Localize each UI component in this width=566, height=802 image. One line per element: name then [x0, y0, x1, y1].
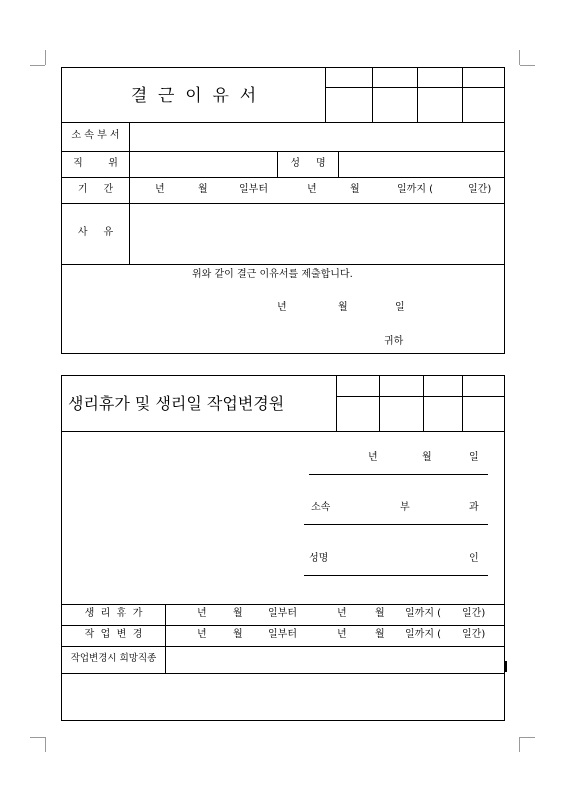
leave-to: 일까지 ( — [405, 608, 442, 619]
period-from: 일부터 — [239, 184, 268, 195]
period-days: 일간) — [468, 184, 492, 195]
change-days: 일간) — [462, 629, 486, 640]
crop-mark — [30, 65, 45, 66]
name-field[interactable] — [340, 153, 503, 176]
seal-mark: 인 — [469, 553, 479, 564]
leave-year1: 년 — [197, 608, 207, 619]
signature-field[interactable] — [332, 549, 464, 571]
date-month: 월 — [338, 302, 348, 313]
approval-grid — [325, 67, 326, 122]
notes-field[interactable] — [63, 675, 503, 719]
affiliation-label: 소속 — [311, 502, 331, 513]
leave-label: 생 리 휴 가 — [84, 608, 143, 619]
desired-job-label: 작업변경시 희망직종 — [70, 653, 157, 664]
period-year2: 년 — [307, 184, 317, 195]
approval-grid — [336, 375, 337, 431]
dept-field[interactable] — [131, 124, 503, 150]
date-day: 일 — [395, 302, 405, 313]
affiliation-gwa: 과 — [469, 502, 479, 513]
date-year: 년 — [277, 302, 287, 313]
desired-job-field[interactable] — [167, 648, 503, 672]
period-month1: 월 — [198, 184, 208, 195]
period-to: 일까지 ( — [397, 184, 434, 195]
crop-mark — [519, 50, 520, 65]
form2-title: 생리휴가 및 생리일 작업변경원 — [68, 394, 285, 413]
crop-mark — [45, 737, 46, 752]
crop-mark — [45, 50, 46, 65]
affiliation-bu: 부 — [400, 502, 410, 513]
change-month2: 월 — [375, 629, 385, 640]
form1-title: 결 근 이 유 서 — [130, 86, 257, 106]
change-year2: 년 — [337, 629, 347, 640]
signature-label: 성명 — [309, 553, 329, 564]
text-cursor — [505, 661, 507, 672]
leave-from: 일부터 — [268, 608, 297, 619]
position-label: 직 위 — [73, 158, 118, 169]
dept-label: 소 속 부 서 — [71, 130, 120, 141]
period-label: 기 간 — [77, 184, 114, 195]
crop-mark — [30, 737, 45, 738]
change-to: 일까지 ( — [405, 629, 442, 640]
leave-month1: 월 — [233, 608, 243, 619]
period-year1: 년 — [155, 184, 165, 195]
period-month2: 월 — [350, 184, 360, 195]
crop-mark — [520, 737, 535, 738]
change-year1: 년 — [197, 629, 207, 640]
name-label: 성 명 — [290, 158, 326, 169]
crop-mark — [520, 65, 535, 66]
affiliation-field[interactable] — [332, 498, 464, 520]
statement-text: 위와 같이 결근 이유서를 제출합니다. — [192, 269, 353, 280]
form2-date-day: 일 — [469, 452, 479, 463]
change-label: 작 업 변 경 — [84, 629, 143, 640]
reason-field[interactable] — [131, 205, 503, 262]
leave-month2: 월 — [375, 608, 385, 619]
leave-days: 일간) — [462, 608, 486, 619]
crop-mark — [519, 737, 520, 752]
position-field[interactable] — [131, 153, 276, 176]
addressee-text: 귀하 — [384, 336, 404, 347]
change-month1: 월 — [233, 629, 243, 640]
form2-date-year: 년 — [368, 452, 378, 463]
leave-year2: 년 — [337, 608, 347, 619]
reason-label: 사 유 — [77, 227, 114, 238]
form2-date-month: 월 — [422, 452, 432, 463]
change-from: 일부터 — [268, 629, 297, 640]
